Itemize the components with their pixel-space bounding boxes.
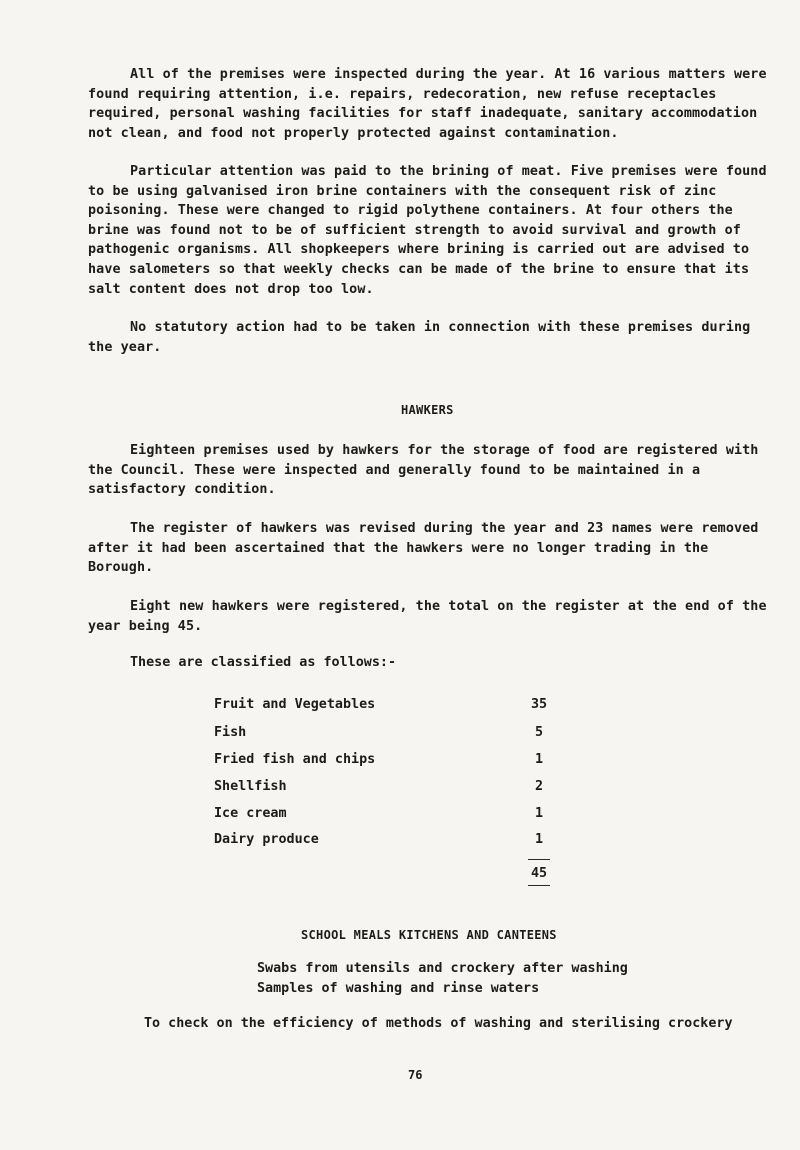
paragraph-hawkers-register: The register of hawkers was revised during the year and 23 names were removed after it had been ascertained that the hawkers were no longer trading in the Borough. (88, 521, 759, 576)
hawker-category: Shellfish (214, 779, 287, 794)
hawker-count: 1 (534, 832, 544, 847)
paragraph-no-statutory-action: No statutory action had to be taken in connection with these premises during the year. (88, 320, 751, 355)
hawker-count: 5 (534, 725, 544, 740)
hawker-count: 2 (534, 779, 544, 794)
hawker-count: 1 (534, 806, 544, 821)
paragraph-brining-of-meat: Particular attention was paid to the brining of meat. Five premises were found to be using galvanised iron brine containers with the consequent risk of zinc poisoning. These were changed to rigid polythene containers. At four others the brine was found not to be of sufficient strength to avoid survival and growth of pathogenic organisms. All shopkeepers where brining is carried out are advised to have salometers so that weekly checks can be made of the brine to ensure that its salt content does not drop too low. (88, 164, 767, 297)
heading-school-meals: SCHOOL MEALS KITCHENS AND CANTEENS (301, 928, 557, 942)
hawker-row (214, 725, 554, 745)
heading-hawkers: HAWKERS (401, 403, 454, 417)
total-rule-top (528, 859, 550, 860)
hawker-count: 35 (530, 697, 548, 712)
hawker-category: Fish (214, 725, 247, 740)
paragraph-new-hawkers: Eight new hawkers were registered, the total on the register at the end of the year being 45. (88, 599, 767, 634)
classification-intro: These are classified as follows:- (130, 655, 397, 670)
hawker-total: 45 (530, 866, 548, 881)
hawker-row (214, 752, 554, 772)
school-line-purpose: To check on the efficiency of methods of washing and sterilising crockery (144, 1016, 733, 1031)
hawker-total-row (214, 866, 554, 886)
hawker-row (214, 697, 554, 717)
hawker-row (214, 832, 554, 852)
total-rule-bottom (528, 885, 550, 886)
hawker-row (214, 806, 554, 826)
school-line-swabs: Swabs from utensils and crockery after washing (257, 961, 628, 976)
school-line-samples: Samples of washing and rinse waters (257, 981, 540, 996)
hawker-category: Fruit and Vegetables (214, 697, 376, 712)
hawker-count: 1 (534, 752, 544, 767)
hawker-row (214, 779, 554, 799)
hawker-category: Fried fish and chips (214, 752, 376, 767)
paragraph-premises-inspected: All of the premises were inspected during the year. At 16 various matters were found requiring attention, i.e. repairs, redecoration, new refuse receptacles required, personal washing facilities for staff inadequate, sanitary accommodation not clean, and food not properly protected against contamination. (88, 67, 767, 141)
hawker-category: Dairy produce (214, 832, 319, 847)
hawker-category: Ice cream (214, 806, 287, 821)
paragraph-hawkers-premises: Eighteen premises used by hawkers for the storage of food are registered with the Council. These were inspected and generally found to be maintained in a satisfactory condition. (88, 443, 759, 498)
page-number: 76 (408, 1068, 423, 1082)
